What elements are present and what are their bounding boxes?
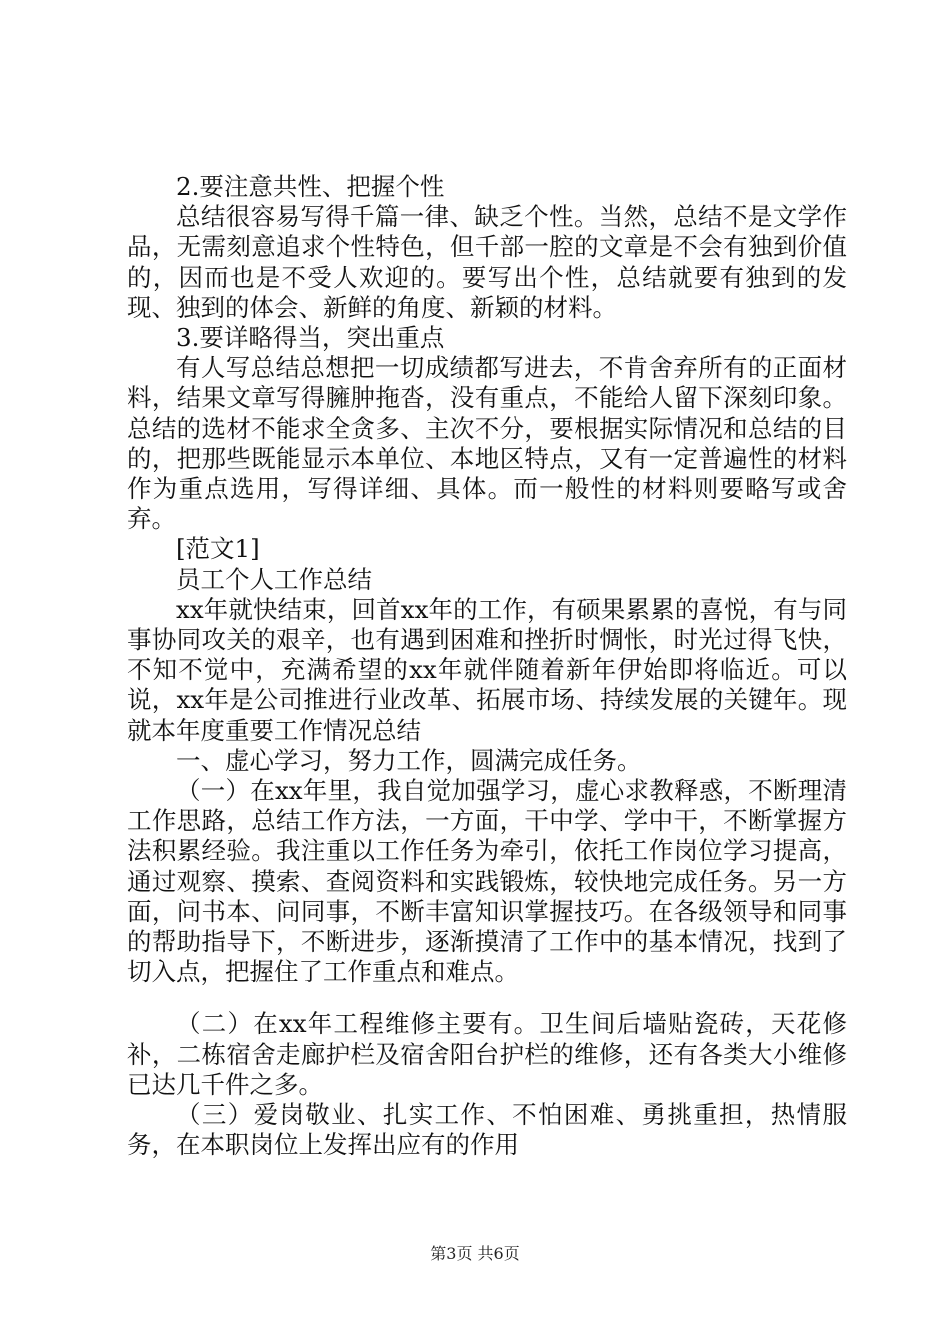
- paragraph-intro: xx年就快结束，回首xx年的工作，有硕果累累的喜悦，有与同事协同攻关的艰辛，也有遇到困难和挫折时惆怅，时光过得飞快，不知不觉中，充满希望的xx年就伴随着新年伊始即将临近。可以说，xx年是公司推进行业改革、拓展市场、持续发展的关键年。现就本年度重要工作情况总结: [127, 594, 847, 745]
- heading-commonality-individuality: 2.要注意共性、把握个性: [176, 172, 445, 201]
- section-heading-1: 一、虚心学习，努力工作，圆满完成任务。: [176, 745, 642, 775]
- paragraph-item-2: （二）在xx年工程维修主要有。卫生间后墙贴瓷砖，天花修补，二栋宿舍走廊护栏及宿舍阳台护栏的维修，还有各类大小维修已达几千件之多。: [127, 1009, 847, 1099]
- sample-title: 员工个人工作总结: [176, 564, 372, 594]
- paragraph-item-3: （三）爱岗敬业、扎实工作、不怕困难、勇挑重担，热情服务，在本职岗位上发挥出应有的作用: [127, 1100, 847, 1160]
- heading-focus-key-points: 3.要详略得当，突出重点: [176, 323, 445, 353]
- paragraph-individuality: 总结很容易写得千篇一律、缺乏个性。当然，总结不是文学作品，无需刻意追求个性特色，但千部一腔的文章是不会有独到价值的，因而也是不受人欢迎的。要写出个性，总结就要有独到的发现、独到的体会、新鲜的角度、新颖的材料。: [127, 202, 847, 322]
- paragraph-focus: 有人写总结总想把一切成绩都写进去，不肯舍弃所有的正面材料，结果文章写得臃肿拖沓，没有重点，不能给人留下深刻印象。总结的选材不能求全贪多、主次不分，要根据实际情况和总结的目的，把那些既能显示本单位、本地区特点，又有一定普遍性的材料作为重点选用，写得详细、具体。而一般性的材料则要略写或舍弃。: [127, 353, 847, 534]
- document-body: [127, 172, 847, 1161]
- paragraph-item-1: （一）在xx年里，我自觉加强学习，虚心求教释惑，不断理清工作思路，总结工作方法，一方面，干中学、学中干，不断掌握方法积累经验。我注重以工作任务为牵引，依托工作岗位学习提高，通过观察、摸索、查阅资料和实践锻炼，较快地完成任务。另一方面，问书本、问同事，不断丰富知识掌握技巧。在各级领导和同事的帮助指导下，不断进步，逐渐摸清了工作中的基本情况，找到了切入点，把握住了工作重点和难点。: [127, 776, 847, 987]
- sample-label: [范文1]: [176, 534, 260, 564]
- page-number: 第3页 共6页: [430, 1244, 520, 1263]
